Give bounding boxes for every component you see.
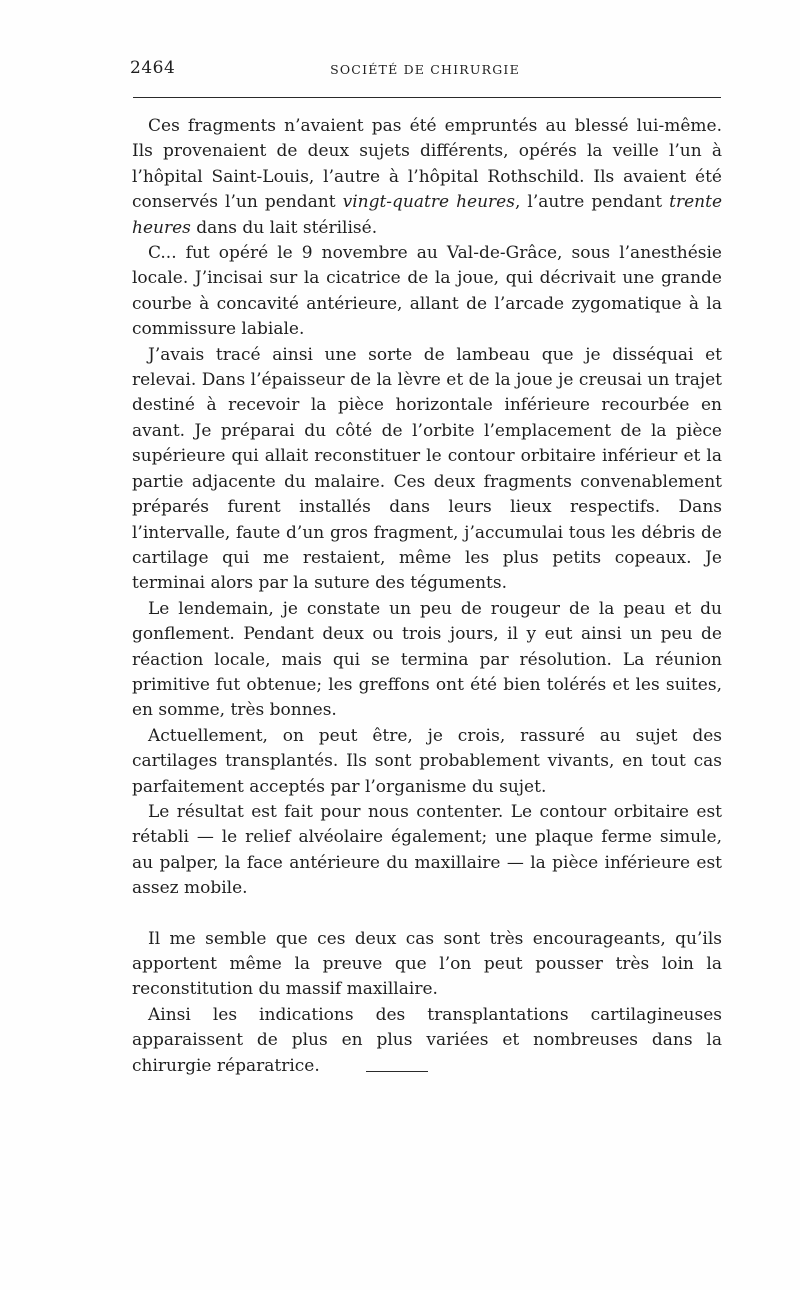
page-header — [130, 58, 720, 86]
header-rule — [133, 97, 721, 98]
paragraph-procedure: J’avais tracé ainsi une sorte de lambeau que je disséquai et relevai. Dans l’épaisseur de la lèvre et de la joue je creusai un trajet destiné à recevoir la pièce horizontale inférieure recourbée en avant. Je préparai du côté de l’orbite l’emplacement de la pièce supérieure qui allait reconstituer le contour orbitaire inférieur et la partie adjacente du malaire. Ces deux fragments convenablement préparés furent installés dans leurs lieux respectifs. Dans l’intervalle, faute d’un gros fragment, j’accumulai tous les débris de cartilage qui me restaient, même les plus petits copeaux. Je terminai alors par la suture des téguments. — [132, 344, 722, 594]
running-title: SOCIÉTÉ DE CHIRURGIE — [330, 62, 520, 77]
paragraph-result: Le résultat est fait pour nous contenter. Le contour orbitaire est rétabli — le relief alvéolaire également; une plaque ferme simule, au palper, la face antérieure du maxillaire — la pièce inférieure est assez mobile. — [132, 801, 722, 899]
italic-duration-1: vingt-quatre heures — [342, 192, 515, 213]
paragraph-operation: C... fut opéré le 9 novembre au Val-de-Grâce, sous l’anesthésie locale. J’incisai sur la cicatrice de la joue, qui décrivait une grande courbe à concavité antérieure, allant de l’arcade zygomatique à la commissure labiale. — [132, 243, 722, 340]
end-rule — [366, 1071, 428, 1072]
paragraph-fragments-origin: Ces fragments n’avaient pas été empruntés au blessé lui-même. Ils provenaient de deux sujets différents, opérés la veille l’un à l’hôpital Saint-Louis, l’autre à l’hôpital Rothschild. Ils avaient été conservés l’un pendant vingt-quatre heures, l’autre pendant trente heures dans du lait stérilisé. — [132, 116, 722, 238]
paragraph-current-state: Actuellement, on peut être, je crois, rassuré au sujet des cartilages transplantés. Ils sont probablement vivants, en tout cas parfaitement acceptés par l’organisme du sujet. — [132, 725, 722, 797]
paragraph-conclusion-2: Ainsi les indications des transplantations cartilagineuses apparaissent de plus en plus variées et nombreuses dans la chirurgie réparatrice. — [132, 1004, 722, 1076]
paragraph-conclusion-1: Il me semble que ces deux cas sont très encourageants, qu’ils apportent même la preuve que l’on peut pousser très loin la reconstitution du massif maxillaire. — [132, 928, 722, 1000]
article-body — [132, 114, 722, 1079]
section-gap — [132, 902, 722, 927]
paragraph-post-op: Le lendemain, je constate un peu de rougeur de la peau et du gonflement. Pendant deux ou trois jours, il y eut ainsi un peu de réaction locale, mais qui se termina par résolution. La réunion primitive fut obtenue; les greffons ont été bien tolérés et les suites, en somme, très bonnes. — [132, 598, 722, 721]
page-number: 2464 — [130, 58, 176, 78]
italic-duration-2: trente heures — [132, 192, 722, 238]
